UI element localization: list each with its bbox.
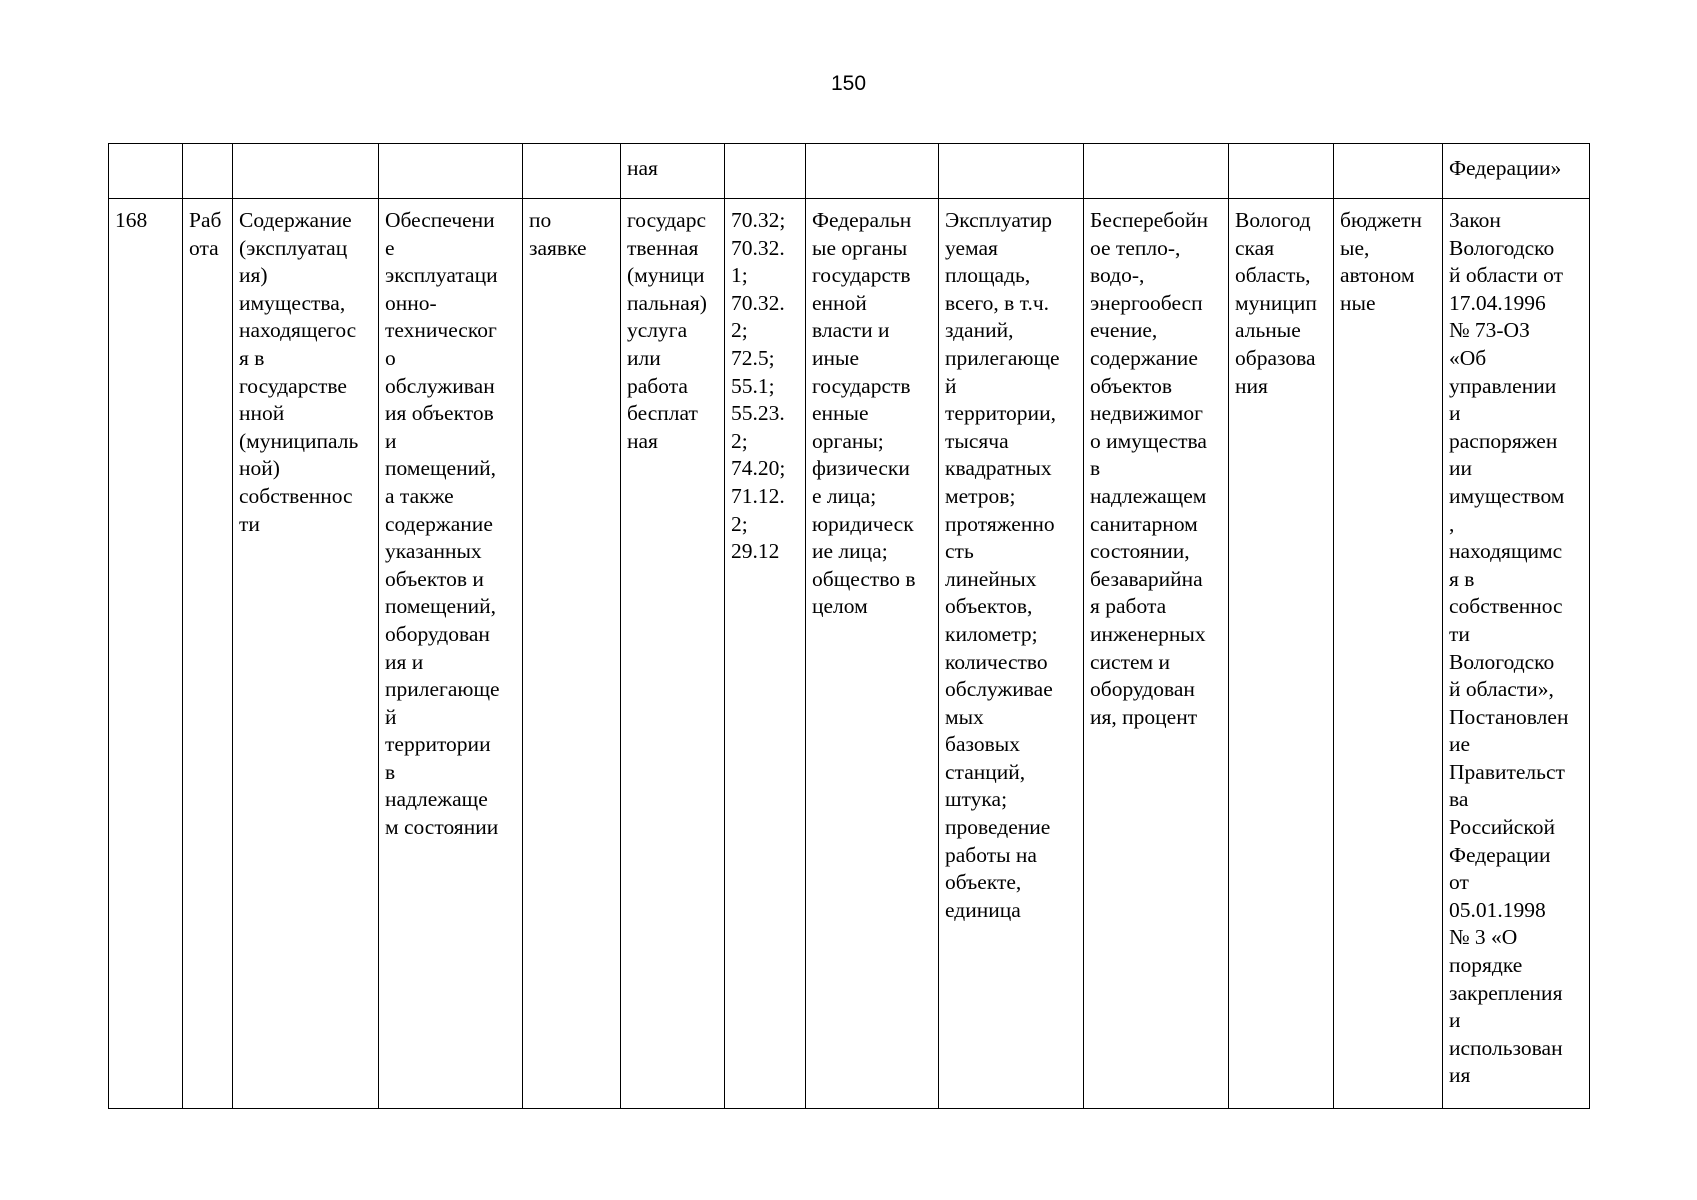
table-cell [1229,144,1334,199]
registry-table [108,143,1590,1109]
table-row [109,199,1590,1109]
legal-basis: Закон Вологодско й области от 17.04.1996 № 73-ОЗ «Об управлении и распоряжен ии имуществом , находящимс я в собственнос ти Вологодско й области», Постановлен ие Правительст ва Российской Федерации от 05.01.1998 № 3 «О порядке закрепления и использован ия [1443,199,1590,1109]
quality-indicators: Бесперебойн ое тепло-, водо-, энергообесп ечение, содержание объектов недвижимог о имущества в надлежащем санитарном состоянии, безаварийна я работа инженерных систем и оборудован ия, процент [1084,199,1229,1109]
table-cell [233,144,379,199]
founder: Вологод ская область, муницип альные образова ния [1229,199,1334,1109]
institution-types: бюджетн ые, автоном ные [1334,199,1443,1109]
volume-indicators: Эксплуатир уемая площадь, всего, в т.ч. зданий, прилегающе й территории, тысяча квадратных метров; протяженно сть линейных объектов, километр; количество обслуживае мых базовых станций, штука; проведение работы на объекте, единица [939,199,1084,1109]
provision-conditions: по заявке [523,199,621,1109]
table-continuation-row [109,144,1590,199]
table-cell: Федерации» [1443,144,1590,199]
table-cell [1084,144,1229,199]
service-name: Содержание (эксплуатац ия) имущества, находящегос я в государстве нной (муниципаль ной) собственнос ти [233,199,379,1109]
service-content: Обеспечени е эксплуатаци онно- техническог о обслуживан ия объектов и помещений, а также содержание указанных объектов и помещений, оборудован ия и прилегающе й территории в надлежаще м состоянии [379,199,523,1109]
table-cell [109,144,183,199]
consumer-categories: Федеральн ые органы государств енной власти и иные государств енные органы; физически е лица; юридическ ие лица; общество в целом [806,199,939,1109]
table-cell [183,144,233,199]
table-cell [379,144,523,199]
table-cell [806,144,939,199]
table-cell [523,144,621,199]
table-cell [939,144,1084,199]
service-type: государс твенная (муници пальная) услуга или работа бесплат ная [621,199,725,1109]
table-cell [725,144,806,199]
table-cell [1334,144,1443,199]
okved-codes: 70.32; 70.32. 1; 70.32. 2; 72.5; 55.1; 55.23. 2; 74.20; 71.12. 2; 29.12 [725,199,806,1109]
table-cell: ная [621,144,725,199]
row-number: 168 [109,199,183,1109]
page-number: 150 [830,72,867,95]
row-type: Раб ота [183,199,233,1109]
